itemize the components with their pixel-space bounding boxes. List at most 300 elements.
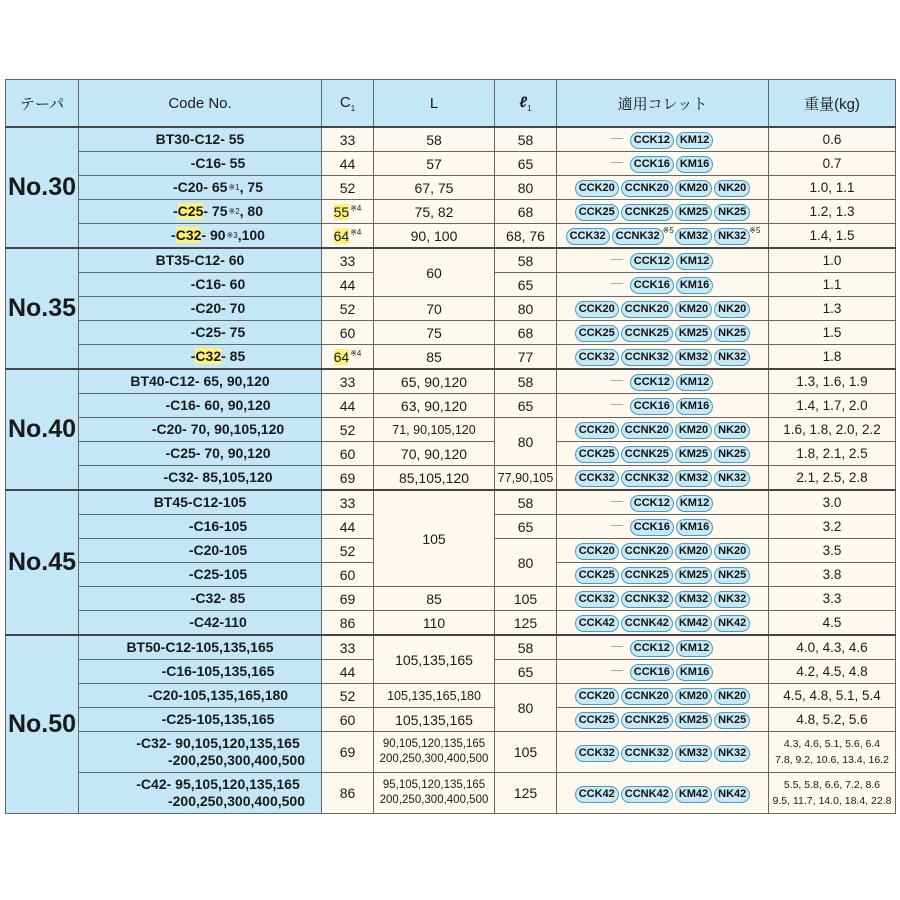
collet-badge: CCK42: [575, 786, 619, 803]
collet-cell: [557, 273, 769, 297]
note-mark: ※4: [350, 203, 362, 213]
code-line: [79, 663, 321, 680]
weight-cell: 4.0, 4.3, 4.6: [769, 635, 896, 660]
collet-badge: CCK20: [575, 422, 619, 439]
collet-badge: KM12: [676, 495, 713, 512]
l1-cell: 58: [495, 635, 557, 660]
collet-badge: NK32: [714, 228, 750, 245]
code-cell: [79, 224, 322, 249]
c1-cell: [322, 773, 374, 814]
l1-cell: 77,90,105: [495, 466, 557, 491]
code-cell: [79, 152, 322, 176]
dash: [611, 162, 623, 163]
c1-value: 52: [339, 300, 356, 317]
collet-cell: [557, 224, 769, 249]
collet-badge: KM20: [675, 543, 712, 560]
l1-cell: 65: [495, 273, 557, 297]
c1-value: 60: [339, 711, 356, 728]
code-cell: [79, 369, 322, 394]
length-cell: 70: [374, 297, 495, 321]
collet-cell: [557, 684, 769, 708]
length-cell: 85: [374, 345, 495, 370]
collet-badge: CCK25: [575, 712, 619, 729]
collet-badge: NK42: [714, 615, 750, 632]
collet-badge: KM16: [676, 664, 713, 681]
weight-cell: [769, 773, 896, 814]
collet-badge: CCNK32: [621, 470, 673, 487]
c1-cell: [322, 127, 374, 152]
collet-badge: CCK16: [630, 519, 674, 536]
c1-cell: [322, 152, 374, 176]
collet-badge: CCNK20: [621, 301, 673, 318]
collet-badge: CCK20: [575, 180, 619, 197]
weight-cell: 1.3, 1.6, 1.9: [769, 369, 896, 394]
c1-value: 52: [339, 421, 356, 438]
taper-cell: No.30: [6, 127, 79, 248]
collet-badge: CCK25: [575, 567, 619, 584]
collet-cell: [557, 490, 769, 515]
l1-cell: 80: [495, 539, 557, 587]
collet-badge: CCNK20: [621, 180, 673, 197]
code-segment: -C25-105: [188, 566, 248, 582]
code-line: [79, 518, 321, 535]
c1-value: 64: [333, 348, 350, 365]
c1-value: 64: [333, 227, 350, 244]
code-cell: [79, 442, 322, 466]
collet-badge-wrap: [611, 226, 674, 243]
code-line: [79, 324, 321, 341]
c1-cell: [322, 515, 374, 539]
weight-cell: 1.6, 1.8, 2.0, 2.2: [769, 418, 896, 442]
weight-line: 7.8, 9.2, 10.6, 13.4, 16.2: [775, 754, 889, 766]
weight-cell: 1.8, 2.1, 2.5: [769, 442, 896, 466]
l1-cell: 105: [495, 587, 557, 611]
table-row: [6, 127, 896, 152]
code-segment: -C16- 60: [190, 276, 246, 292]
code-cell: [79, 345, 322, 370]
collet-badge: KM16: [676, 519, 713, 536]
collet-badge: CCK32: [575, 591, 619, 608]
c1-cell: [322, 587, 374, 611]
code-line: [79, 614, 321, 631]
collet-badge: CCNK20: [621, 422, 673, 439]
length-cell: 67, 75: [374, 176, 495, 200]
code-line: [79, 469, 321, 486]
weight-cell: 3.5: [769, 539, 896, 563]
collet-badge: CCNK20: [621, 543, 673, 560]
weight-cell: 4.8, 5.2, 5.6: [769, 708, 896, 732]
code-cell: [79, 297, 322, 321]
code-cell: [79, 394, 322, 418]
code-segment: - 90: [201, 227, 226, 243]
c1-value: 69: [339, 469, 356, 486]
code-cell: [79, 466, 322, 491]
collet-badge: CCK16: [630, 156, 674, 173]
code-line: [79, 227, 321, 244]
c1-value: 60: [339, 566, 356, 583]
c1-cell: [322, 490, 374, 515]
dash: [611, 670, 623, 671]
length-cell: 57: [374, 152, 495, 176]
collet-badge: CCNK25: [621, 446, 673, 463]
table-row: [6, 635, 896, 660]
weight-cell: 1.5: [769, 321, 896, 345]
code-line: [79, 590, 321, 607]
code-segment: -200,250,300,400,500: [167, 793, 305, 809]
l1-cell: 80: [495, 176, 557, 200]
c1-cell: [322, 369, 374, 394]
collet-cell: [557, 442, 769, 466]
length-cell: 110: [374, 611, 495, 636]
code-segment: C25: [177, 203, 204, 219]
weight-cell: 4.2, 4.5, 4.8: [769, 660, 896, 684]
collet-badge-wrap: [713, 226, 760, 243]
length-cell: 105: [374, 490, 495, 587]
length-line: 200,250,300,400,500: [379, 794, 489, 806]
weight-cell: 1.8: [769, 345, 896, 370]
code-line: [79, 639, 321, 656]
length-cell: [374, 773, 495, 814]
c1-value: 33: [339, 131, 356, 148]
table-row: [6, 418, 896, 442]
collet-cell: [557, 466, 769, 491]
weight-cell: 4.5, 4.8, 5.1, 5.4: [769, 684, 896, 708]
collet-badge: CCNK32: [621, 591, 673, 608]
code-segment: -C20-105,135,165,180: [147, 687, 289, 703]
code-cell: [79, 490, 322, 515]
c1-value: 69: [339, 744, 356, 760]
c1-cell: [322, 224, 374, 249]
code-line: [79, 687, 321, 704]
c1-cell: [322, 563, 374, 587]
header-taper: テーパ: [6, 80, 79, 128]
l1-cell: 58: [495, 127, 557, 152]
collet-badge: KM12: [676, 374, 713, 391]
length-cell: 65, 90,120: [374, 369, 495, 394]
code-cell: [79, 418, 322, 442]
code-line: [79, 252, 321, 269]
c1-cell: [322, 200, 374, 224]
code-cell: [79, 273, 322, 297]
code-segment: -C16- 55: [190, 155, 246, 171]
c1-cell: [322, 418, 374, 442]
code-segment: , 75: [239, 179, 263, 195]
l1-cell: 68, 76: [495, 224, 557, 249]
code-segment: -C20- 65: [173, 179, 228, 195]
c1-cell: [322, 297, 374, 321]
collet-badge: CCNK32: [621, 745, 673, 762]
code-line: [79, 131, 321, 148]
note-mark: ※4: [350, 227, 362, 237]
code-segment: - 75: [203, 203, 228, 219]
code-line: [79, 752, 321, 769]
weight-line: 5.5, 5.8, 6.6, 7.2, 8.6: [783, 779, 881, 791]
weight-line: 9.5, 11.7, 14.0, 18.4, 22.8: [772, 795, 892, 807]
c1-value: 52: [339, 179, 356, 196]
dash: [611, 138, 623, 139]
collet-cell: [557, 635, 769, 660]
length-cell: 63, 90,120: [374, 394, 495, 418]
dash: [611, 646, 623, 647]
collet-cell: [557, 394, 769, 418]
collet-cell: [557, 660, 769, 684]
length-cell: 58: [374, 127, 495, 152]
collet-badge: KM12: [676, 640, 713, 657]
collet-badge: KM25: [675, 446, 712, 463]
collet-cell: [557, 248, 769, 273]
code-segment: -C20- 70, 90,105,120: [151, 421, 285, 437]
collet-cell: [557, 587, 769, 611]
collet-cell: [557, 321, 769, 345]
c1-value: 55: [333, 203, 350, 220]
weight-cell: 1.1: [769, 273, 896, 297]
header-l1: ℓ$_1$: [495, 80, 557, 128]
code-line: [79, 542, 321, 559]
collet-badge: CCK16: [630, 664, 674, 681]
collet-badge: KM25: [675, 325, 712, 342]
note-mark: ※1: [228, 183, 240, 192]
collet-badge: CCNK25: [621, 712, 673, 729]
c1-value: 86: [339, 785, 356, 801]
code-line: [79, 155, 321, 172]
length-cell: [374, 732, 495, 773]
note-mark: ※5: [662, 226, 674, 235]
l1-cell: 58: [495, 248, 557, 273]
taper-cell: No.40: [6, 369, 79, 490]
table-row: [6, 176, 896, 200]
l1-cell: 65: [495, 660, 557, 684]
collet-badge: KM20: [675, 301, 712, 318]
collet-badge: CCNK42: [621, 786, 673, 803]
header-collet: 適用コレット: [557, 80, 769, 128]
collet-cell: [557, 418, 769, 442]
collet-badge: KM42: [675, 786, 712, 803]
collet-cell: [557, 200, 769, 224]
collet-badge: CCNK25: [621, 204, 673, 221]
code-segment: C32: [195, 348, 222, 364]
table-row: [6, 466, 896, 491]
collet-badge: KM32: [675, 591, 712, 608]
collet-badge: KM12: [676, 253, 713, 270]
code-line: [79, 494, 321, 511]
code-line: [79, 397, 321, 414]
table-row: [6, 297, 896, 321]
length-line: 200,250,300,400,500: [379, 753, 489, 765]
collet-badge: NK25: [714, 567, 750, 584]
code-cell: [79, 539, 322, 563]
code-segment: C32: [175, 227, 202, 243]
header-row: [6, 80, 896, 128]
weight-cell: 4.5: [769, 611, 896, 636]
c1-cell: [322, 539, 374, 563]
collet-badge: KM20: [675, 180, 712, 197]
collet-badge: CCK20: [575, 543, 619, 560]
weight-cell: 3.3: [769, 587, 896, 611]
table-row: [6, 490, 896, 515]
code-segment: -C16- 60, 90,120: [165, 397, 271, 413]
table-row: [6, 394, 896, 418]
code-line: [79, 735, 321, 752]
collet-badge: CCNK25: [621, 325, 673, 342]
table-row: [6, 248, 896, 273]
l1-cell: 80: [495, 418, 557, 466]
code-line: [79, 776, 321, 793]
taper-cell: No.50: [6, 635, 79, 814]
code-cell: [79, 563, 322, 587]
code-cell: [79, 732, 322, 773]
collet-badge: NK20: [714, 422, 750, 439]
collet-cell: [557, 515, 769, 539]
weight-cell: 3.8: [769, 563, 896, 587]
collet-badge: KM16: [676, 156, 713, 173]
collet-badge: NK32: [714, 745, 750, 762]
code-segment: -C25-105,135,165: [161, 711, 275, 727]
code-segment: -: [171, 227, 176, 243]
header-weight: 重量(kg): [769, 80, 896, 128]
c1-cell: [322, 708, 374, 732]
c1-cell: [322, 684, 374, 708]
l1-cell: 58: [495, 490, 557, 515]
c1-value: 60: [339, 324, 356, 341]
code-segment: BT30-C12- 55: [155, 131, 245, 147]
c1-cell: [322, 660, 374, 684]
code-cell: [79, 515, 322, 539]
c1-value: 33: [339, 494, 356, 511]
collet-badge: CCK12: [630, 495, 674, 512]
collet-cell: [557, 152, 769, 176]
collet-badge: CCK16: [630, 398, 674, 415]
c1-cell: [322, 394, 374, 418]
collet-badge: CCNK42: [621, 615, 673, 632]
table-row: [6, 152, 896, 176]
collet-badge: NK32: [714, 349, 750, 366]
collet-cell: [557, 369, 769, 394]
dash: [611, 404, 623, 405]
collet-badge: CCNK25: [621, 567, 673, 584]
table-body: [6, 127, 896, 814]
collet-badge: CCK20: [575, 688, 619, 705]
code-segment: ,100: [237, 227, 265, 243]
c1-cell: [322, 176, 374, 200]
code-cell: [79, 321, 322, 345]
code-line: [79, 711, 321, 728]
collet-badge: CCK16: [630, 277, 674, 294]
c1-cell: [322, 635, 374, 660]
c1-value: 60: [339, 445, 356, 462]
collet-badge: CCK20: [575, 301, 619, 318]
l1-cell: 65: [495, 152, 557, 176]
header-code-no: Code No.: [79, 80, 322, 128]
collet-badge: KM25: [675, 567, 712, 584]
c1-value: 44: [339, 276, 356, 293]
table-row: [6, 611, 896, 636]
table-row: [6, 773, 896, 814]
note-mark: ※4: [350, 348, 362, 358]
weight-cell: 0.7: [769, 152, 896, 176]
l1-cell: 125: [495, 773, 557, 814]
code-segment: BT45-C12-105: [153, 494, 247, 510]
c1-value: 44: [339, 155, 356, 172]
code-segment: -C16-105: [188, 518, 248, 534]
code-segment: -C25- 70, 90,120: [165, 445, 271, 461]
c1-cell: [322, 611, 374, 636]
weight-cell: [769, 732, 896, 773]
l1-cell: 58: [495, 369, 557, 394]
note-mark: ※3: [226, 231, 238, 240]
collet-badge: KM32: [675, 470, 712, 487]
collet-badge: KM32: [675, 228, 712, 245]
collet-badge: NK25: [714, 712, 750, 729]
code-segment: , 80: [239, 203, 263, 219]
c1-value: 52: [339, 687, 356, 704]
collet-badge: KM25: [675, 204, 712, 221]
code-segment: -: [190, 348, 196, 364]
collet-badge: CCK12: [630, 253, 674, 270]
code-segment: -C42- 95,105,120,135,165: [136, 776, 300, 792]
l1-cell: 68: [495, 321, 557, 345]
collet-badge: NK25: [714, 325, 750, 342]
table-row: [6, 345, 896, 370]
collet-cell: [557, 611, 769, 636]
c1-cell: [322, 442, 374, 466]
length-cell: 85: [374, 587, 495, 611]
collet-badge: CCNK32: [621, 349, 673, 366]
code-line: [79, 179, 321, 196]
dash: [611, 259, 623, 260]
length-cell: 105,135,165,180: [374, 684, 495, 708]
collet-badge: CCK42: [575, 615, 619, 632]
table-row: [6, 732, 896, 773]
header-c1: $C_1$: [322, 80, 374, 128]
collet-badge: KM16: [676, 277, 713, 294]
code-cell: [79, 127, 322, 152]
weight-cell: 1.0: [769, 248, 896, 273]
code-line: [79, 348, 321, 365]
collet-badge: CCNK20: [621, 688, 673, 705]
collet-badge: CCK32: [575, 470, 619, 487]
code-segment: -C16-105,135,165: [161, 663, 275, 679]
table-row: [6, 587, 896, 611]
collet-badge: CCK25: [575, 204, 619, 221]
weight-cell: 1.3: [769, 297, 896, 321]
code-line: [79, 566, 321, 583]
collet-badge: NK42: [714, 786, 750, 803]
weight-cell: 1.4, 1.5: [769, 224, 896, 249]
collet-badge: CCK12: [630, 640, 674, 657]
collet-badge: NK32: [714, 470, 750, 487]
l1-cell: 80: [495, 684, 557, 732]
note-mark: ※5: [749, 226, 761, 235]
collet-badge: NK20: [714, 688, 750, 705]
code-cell: [79, 708, 322, 732]
code-segment: -200,250,300,400,500: [167, 752, 305, 768]
weight-cell: 2.1, 2.5, 2.8: [769, 466, 896, 491]
l1-cell: 125: [495, 611, 557, 636]
collet-cell: [557, 345, 769, 370]
note-mark: ※2: [228, 207, 240, 216]
code-segment: -C42-110: [189, 614, 247, 630]
table-row: [6, 224, 896, 249]
collet-badge: CCK25: [575, 446, 619, 463]
c1-value: 52: [339, 542, 356, 559]
code-segment: -C32- 85: [190, 590, 246, 606]
header-length: L: [374, 80, 495, 128]
collet-badge: NK20: [714, 301, 750, 318]
table-row: [6, 200, 896, 224]
collet-badge: KM20: [675, 688, 712, 705]
taper-cell: No.35: [6, 248, 79, 369]
weight-cell: 0.6: [769, 127, 896, 152]
